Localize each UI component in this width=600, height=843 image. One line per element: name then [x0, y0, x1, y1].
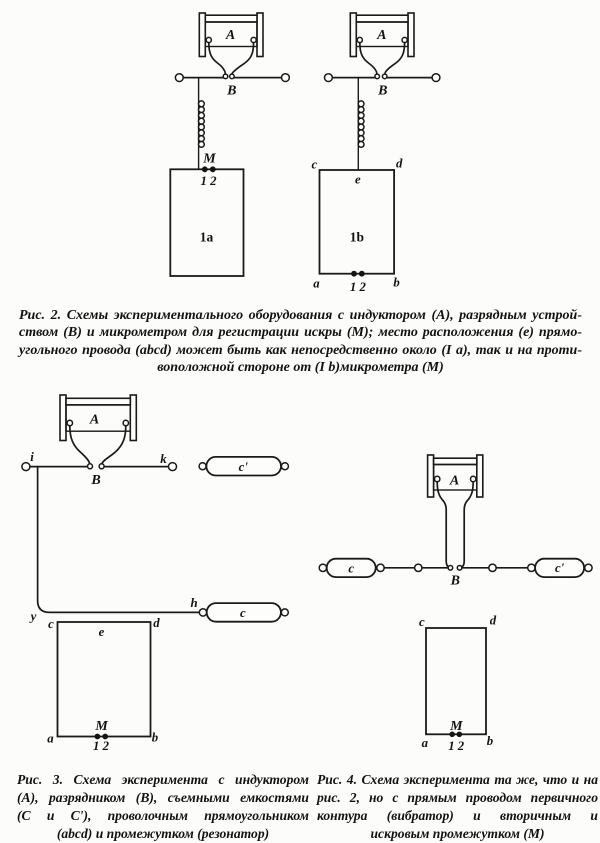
inductor-plate	[350, 13, 356, 57]
caption-line: рис. 2, но с прямым проводом первичного	[317, 790, 598, 805]
caption-line-text: Схема эксперимента та же, что и на	[361, 772, 599, 787]
corner-c-label: c	[48, 617, 54, 631]
wire	[209, 43, 226, 74]
coil-loop	[358, 130, 364, 136]
corner-a-label: a	[421, 735, 429, 750]
end-terminal	[175, 74, 183, 82]
coil-loop	[199, 113, 205, 119]
caption-line	[17, 771, 309, 789]
spark-gap-b-label: B	[91, 472, 101, 488]
point-e-label: e	[98, 624, 105, 639]
inductor-top-bar	[356, 15, 408, 22]
terminal-i-label: i	[30, 450, 34, 464]
corner-c-label: c	[311, 157, 318, 172]
inductor-plate	[130, 395, 136, 441]
end-terminal	[319, 564, 326, 571]
coil-loop	[358, 101, 364, 107]
micrometer-m-label: M	[450, 718, 463, 734]
capacitor-c-label: c	[239, 606, 246, 620]
terminal-h-label: h	[190, 596, 198, 610]
corner-b-label: b	[393, 275, 400, 290]
corner-a-label: a	[313, 276, 320, 291]
inductor-top-bar	[205, 15, 257, 22]
micrometer-m-label: M	[203, 151, 216, 167]
contacts-12-label: 1 2	[349, 280, 366, 294]
micrometer-contact-2	[359, 271, 365, 277]
inductor-plate	[60, 395, 66, 441]
inductor-plate	[428, 455, 434, 497]
capacitor-end-ball	[281, 463, 288, 470]
capacitor-c-label: c	[348, 561, 355, 576]
micrometer-contact-1	[202, 166, 208, 172]
capacitor-end-ball	[377, 564, 384, 571]
caption-line: контура (вибратор) и вторичным и	[317, 808, 598, 823]
end-terminal	[432, 74, 440, 82]
inductor-plate	[199, 13, 205, 57]
fig3-caption-label: Рис. 3.	[17, 772, 63, 787]
joint-ball	[415, 564, 422, 571]
corner-b-label: b	[486, 734, 494, 749]
coil-loop	[358, 136, 364, 142]
capacitor-end-ball	[528, 564, 535, 571]
coil-loop	[199, 142, 205, 148]
micrometer-contact-1	[351, 271, 357, 277]
terminal-k-label: k	[160, 452, 167, 466]
inductor-plate	[257, 13, 263, 57]
caption-line: (abcd) и промежутком (резонатор)	[56, 826, 270, 841]
bend-y-label: y	[30, 609, 37, 624]
spark-gap-b-label: B	[227, 83, 237, 99]
caption-line	[19, 307, 582, 324]
wire	[232, 43, 254, 74]
capacitor-end-ball	[281, 609, 288, 616]
corner-d-label: d	[395, 156, 403, 171]
coil-loop	[358, 124, 364, 130]
terminal-h	[199, 609, 206, 616]
spark-gap-ball	[88, 464, 93, 469]
fig4-caption-label: Рис. 4.	[317, 772, 357, 787]
spark-gap-ball	[99, 464, 104, 469]
coil-loop	[358, 113, 364, 119]
coil-loop	[358, 107, 364, 113]
spark-gap-b-label: B	[378, 83, 388, 99]
fig2-diagram-1b	[311, 13, 439, 294]
inductor-top-bar	[66, 398, 130, 405]
joint-ball	[489, 564, 496, 571]
contacts-12-label: 1 2	[448, 739, 465, 754]
fig2-caption-label: Рис. 2.	[19, 308, 62, 323]
coil-loop	[358, 142, 364, 148]
fig2-diagram-1a	[170, 13, 289, 276]
coil-loop	[199, 101, 205, 107]
caption-line-text: Схема эксперимента с индуктором	[73, 772, 309, 787]
coil-loop	[199, 124, 205, 130]
terminal-k	[169, 463, 177, 471]
corner-b-label: b	[151, 730, 159, 745]
inductor-plate	[408, 13, 414, 57]
micrometer-m-label: M	[95, 719, 108, 735]
inductor-a-label: A	[377, 27, 387, 43]
fig3-caption	[17, 771, 309, 843]
diagram-1b-label: 1b	[349, 229, 365, 245]
wire	[38, 467, 200, 613]
corner-d-label: d	[153, 616, 160, 630]
caption-line: угольного провода (abcd) может быть как непосредственно около (I a), так и на проти-	[19, 342, 582, 358]
spark-gap-b-label: B	[450, 573, 460, 589]
terminal-i	[22, 463, 30, 471]
diagram-1a-label: 1a	[199, 229, 214, 245]
coil-loop	[199, 107, 205, 113]
wire	[437, 482, 449, 567]
capacitor-c-prime-label: c'	[554, 561, 565, 576]
caption-line: (А), разрядником (В), съемными емкостями	[17, 790, 309, 805]
wire	[360, 43, 377, 74]
caption-line: воположной стороне от (I b)микрометра (М)	[157, 359, 444, 375]
spark-gap-ball	[382, 74, 387, 79]
capacitor-c-prime-label: c'	[238, 460, 248, 474]
coil-loop	[199, 118, 205, 124]
corner-d-label: d	[489, 613, 497, 628]
caption-line: ством (В) и микрометром для регистрации искры (М); место расположения (е) прямо-	[19, 325, 582, 341]
caption-line: (С и С'), проволочным прямоугольником	[17, 808, 309, 823]
point-e-label: e	[354, 172, 361, 187]
micrometer-contact-2	[210, 166, 216, 172]
contacts-12-label: 1 2	[200, 174, 217, 188]
corner-a-label: a	[47, 731, 54, 746]
fig4-diagram	[319, 455, 592, 753]
end-terminal	[585, 564, 592, 571]
inductor-a-label: A	[89, 412, 100, 428]
fig4-caption	[317, 771, 598, 843]
end-terminal	[325, 74, 333, 82]
fig3-diagram	[22, 395, 289, 753]
coil-loop	[199, 136, 205, 142]
wire	[385, 43, 405, 74]
caption-line: искровым промежутком (М)	[370, 826, 545, 841]
coil-loop	[199, 130, 205, 136]
inductor-plate	[477, 455, 483, 497]
end-terminal	[282, 74, 290, 82]
corner-c-label: c	[418, 614, 425, 629]
caption-line	[317, 771, 598, 789]
inductor-a-label: A	[449, 473, 460, 489]
inductor-a-label: A	[225, 27, 236, 43]
caption-line-text: Схемы экспериментального оборудования с индуктором (А), разрядным устрой-	[66, 308, 582, 323]
inductor-top-bar	[434, 458, 477, 464]
contacts-12-label: 1 2	[93, 739, 109, 753]
coil-loop	[358, 118, 364, 124]
capacitor-end-ball	[199, 463, 206, 470]
wire	[461, 482, 473, 567]
fig2-caption	[19, 307, 582, 376]
